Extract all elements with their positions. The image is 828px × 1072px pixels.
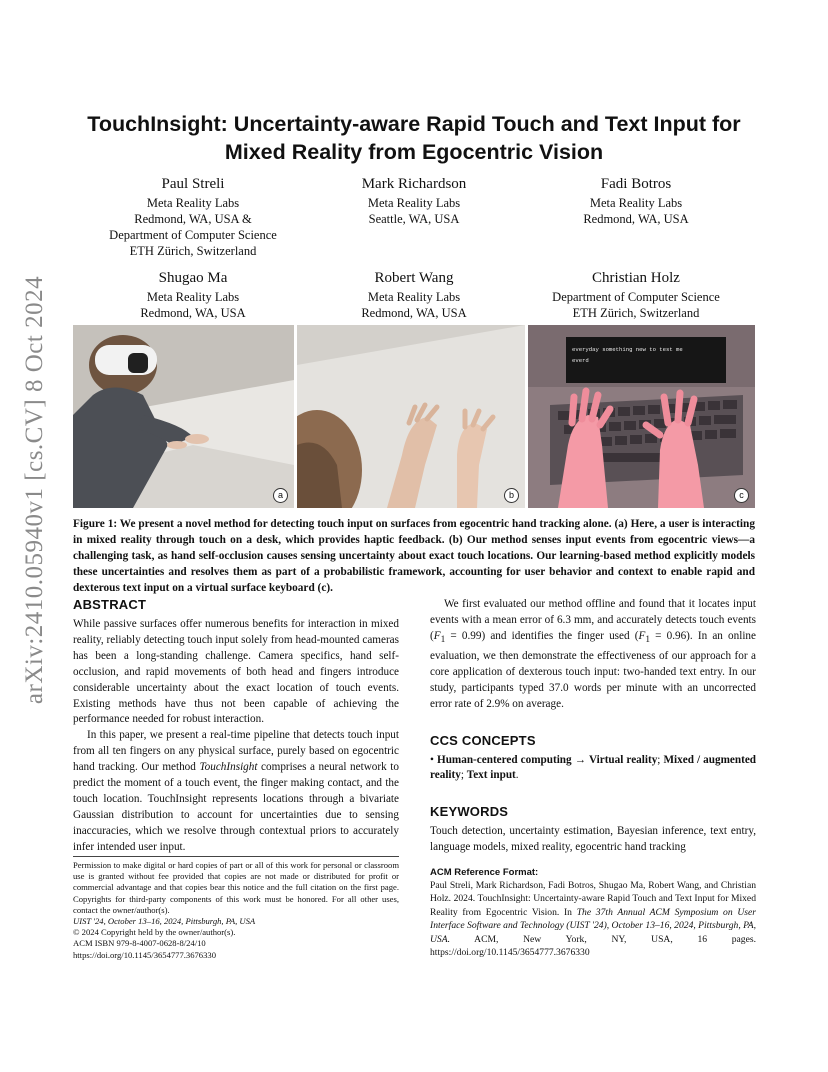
author-affiliation: Redmond, WA, USA &: [134, 212, 252, 226]
author-block-4: [95, 269, 291, 321]
abstract-text: In this paper, we present a real-time pipeline that detects touch input from all ten fingers on any physical surface, purely based on egocentric hand tracking. Our method: [73, 729, 399, 774]
author-affiliation: Meta Reality Labs: [146, 290, 240, 304]
egocentric-hands-illustration: [297, 325, 525, 508]
author-name: Shugao Ma: [158, 270, 228, 286]
ccs-separator: ;: [657, 753, 664, 766]
f1-subscript: 1: [645, 635, 650, 646]
figure-caption: Figure 1: We present a novel method for detecting touch input on surfaces from egocentric hand tracking alone. (a) Here, a user is interacting in mixed reality through touch on a desk, which provides haptic feedback. (b) Our method senses input events from egocentric views—a challenging task, as hand self-occlusion causes sensing uncertainty about exact touch locations. Our learning-based method explicitly models these uncertainties and resolves them as part of a probabilistic framework, accounting for user behavior and context to enable rapid and dexterous text input on a virtual surface keyboard (c).: [73, 518, 755, 594]
author-affiliation: ETH Zürich, Switzerland: [129, 244, 257, 258]
author-name: Fadi Botros: [600, 176, 672, 192]
author-affiliation: Meta Reality Labs: [367, 196, 461, 210]
author-affiliation: Redmond, WA, USA: [361, 306, 467, 320]
author-affiliation: Redmond, WA, USA: [140, 306, 246, 320]
left-column: [73, 597, 399, 856]
ccs-end: .: [515, 769, 519, 782]
reference-text-part: ACM, New York, NY, USA, 16 pages. https://doi.org/10.1145/3654777.3676330: [430, 933, 756, 959]
ccs-bullet: •: [430, 753, 437, 766]
author-affiliation: Seattle, WA, USA: [368, 212, 460, 226]
acm-reference-format: [430, 866, 756, 959]
author-affiliation: ETH Zürich, Switzerland: [572, 306, 700, 320]
ccs-separator: ;: [460, 769, 467, 782]
author-block-1: [95, 175, 291, 259]
figure-panel-b: [297, 325, 525, 508]
keyboard-screen-line-2: everd: [572, 357, 589, 364]
abstract-heading: ABSTRACT: [73, 597, 147, 612]
abstract-text: comprises a neural network to predict the moment of a touch event, the finger making contact, and the touch location. TouchInsight represents locations through a bivariate Gaussian distribution to account for uncertainties due to sensing inaccuracies, which we resolve through contextual priors to accurately infer intended user input.: [73, 761, 399, 853]
user-at-desk-illustration: [73, 325, 294, 508]
venue-text: UIST '24, October 13–16, 2024, Pittsburgh, PA, USA: [73, 916, 256, 927]
reference-text-part: Paul Streli, Mark Richardson, Fadi Botros, Shugao Ma, Robert Wang, and Christian Holz. 2024. TouchInsight: Uncertainty-aware Rapid Touch and Text Input for Mixed Reality from Egocentric Vision. In: [430, 880, 756, 918]
f1-symbol: F: [433, 629, 441, 642]
ccs-concepts-heading: CCS CONCEPTS: [430, 732, 536, 748]
right-column: [430, 597, 756, 856]
venue-line: [73, 916, 399, 927]
permission-notice: Permission to make digital or hard copies of part or all of this work for personal or classroom use is granted without fee provided that copies are not made or distributed for profit or commercial advantage and that copies bear this notice and the full citation on the first page. Copyrights for third-party components of this work must be honored. For all other uses, contact the owner/author(s).: [73, 860, 399, 915]
isbn-line: ACM ISBN 979-8-4007-0628-8/24/10: [73, 938, 206, 949]
arxiv-identifier-text: arXiv:2410.05940v1 [cs.CV] 8 Oct 2024: [21, 275, 48, 705]
author-block-2: [316, 175, 512, 227]
abstract-paragraph-3: [430, 597, 756, 713]
figure-panel-a: [73, 325, 294, 508]
author-block-5: [316, 269, 512, 321]
author-block-6: [528, 269, 744, 321]
panel-tag-a: a: [273, 488, 288, 503]
figure-panel-c: [528, 325, 755, 508]
copyright-footnote: [73, 856, 399, 961]
method-name: TouchInsight: [199, 761, 258, 774]
panel-tag-b: b: [504, 488, 519, 503]
ccs-concepts-text: [430, 753, 756, 785]
author-name: Christian Holz: [592, 270, 680, 286]
author-block-3: [538, 175, 734, 227]
ccs-term: Text input: [466, 769, 516, 782]
keywords-text: Touch detection, uncertainty estimation, Bayesian inference, text entry, language models, mixed reality, egocentric hand tracking: [430, 825, 756, 854]
virtual-keyboard-illustration: [528, 325, 755, 508]
reference-heading: ACM Reference Format:: [430, 867, 539, 878]
abstract-paragraph-1: While passive surfaces offer numerous benefits for interaction in mixed reality, reliably detecting touch input solely from head-mounted cameras has been a long-standing challenge. Camera specifics, hand self-occlusion, and rapid movements of both head and fingers introduce considerable uncertainty about the exact location of touch events. Existing methods have thus not been capable of achieving the performance needed for robust interaction.: [73, 618, 399, 726]
reference-text: [430, 879, 756, 959]
ccs-term: Human-centered computing: [437, 753, 572, 766]
abstract-text: We first evaluated our method offline and found that it locates input events with a mean error of 6.3 mm, and accurately detects touch events (: [430, 598, 756, 642]
ccs-arrow: →: [571, 753, 589, 766]
keyboard-screen-line-1: everyday something new to test me: [572, 346, 683, 353]
ccs-term: Mixed / augmented reality: [430, 753, 757, 782]
reference-venue: The 37th Annual ACM Symposium on User Interface Software and Technology (UIST '24), October 13–16, 2024, Pittsburgh, PA, USA.: [430, 906, 756, 945]
abstract-text: = 0.99) and identifies the finger used (: [445, 629, 639, 642]
author-name: Paul Streli: [161, 176, 225, 192]
ccs-term: Virtual reality: [588, 753, 658, 766]
abstract-text: = 0.96). In an online evaluation, we then demonstrate the effectiveness of our approach for a core application of dexterous touch input: two-handed text entry. In our study, participants typed 37.0 words per minute with an uncorrected error rate of 2.9% on average.: [430, 629, 756, 710]
panel-tag-c: c: [734, 488, 749, 503]
f1-subscript: 1: [440, 635, 446, 646]
author-affiliation: Meta Reality Labs: [146, 196, 240, 210]
author-affiliation: Department of Computer Science: [552, 290, 720, 304]
author-affiliation: Department of Computer Science: [109, 228, 277, 242]
paper-title: TouchInsight: Uncertainty-aware Rapid Touch and Text Input for Mixed Reality from Egocentric Vision: [87, 112, 741, 164]
keywords-heading: KEYWORDS: [430, 804, 509, 820]
arxiv-identifier: [16, 275, 54, 705]
author-affiliation: Meta Reality Labs: [367, 290, 461, 304]
doi-link[interactable]: https://doi.org/10.1145/3654777.3676330: [73, 949, 216, 960]
author-affiliation: Redmond, WA, USA: [583, 212, 689, 226]
author-affiliation: Meta Reality Labs: [589, 196, 683, 210]
teaser-figure: [73, 325, 755, 508]
f1-symbol: F: [638, 629, 646, 642]
author-name: Robert Wang: [374, 270, 454, 286]
author-name: Mark Richardson: [361, 176, 467, 192]
copyright-line: © 2024 Copyright held by the owner/author(s).: [73, 927, 236, 938]
abstract-paragraph-2: [73, 728, 399, 855]
